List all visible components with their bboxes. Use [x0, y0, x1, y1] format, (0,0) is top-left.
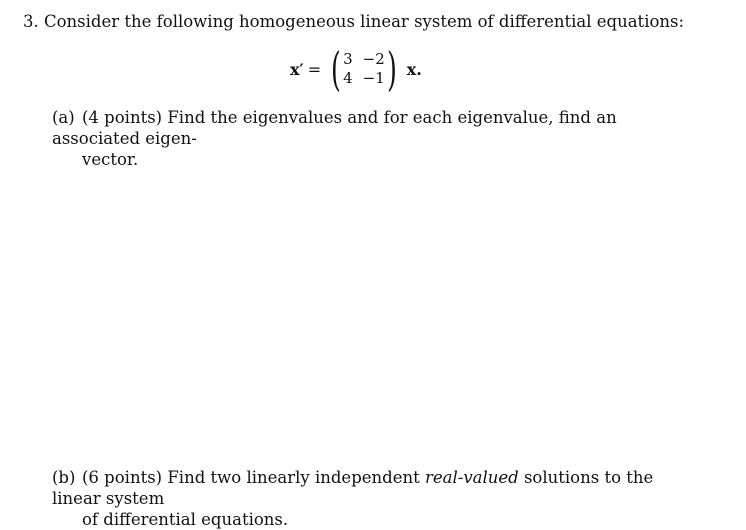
equation-lhs: x′: [290, 59, 304, 79]
part-b-text-continued: of differential equations.: [82, 510, 289, 529]
problem-intro: Consider the following homogeneous linear system of differential equations:: [44, 12, 685, 31]
part-b-label: (b): [52, 468, 76, 487]
problem-number: 3.: [23, 12, 39, 31]
part-a-text: (4 points) Find the eigenvalues and for each eigenvalue, find an associated eigen-: [52, 108, 617, 148]
equals-sign: =: [307, 59, 322, 79]
matrix-entry-2-1: 4: [343, 69, 353, 87]
matrix-entry-2-2: −1: [362, 69, 385, 87]
right-paren: ): [386, 42, 397, 96]
differential-equation: [290, 44, 422, 94]
part-a-text-continued: vector.: [82, 150, 139, 169]
matrix-entry-1-1: 3: [343, 50, 353, 68]
part-b-emphasis: real-valued: [424, 468, 519, 487]
problem-heading: [23, 11, 684, 33]
matrix-entry-1-2: −2: [362, 50, 385, 68]
part-b-text-end: solutions to the linear system: [52, 468, 654, 508]
left-paren: (: [331, 42, 342, 96]
part-a-label: (a): [52, 108, 75, 127]
coefficient-matrix: [343, 50, 385, 88]
part-b-text-start: (6 points) Find two linearly independent: [82, 468, 425, 487]
part-a: [52, 107, 692, 170]
equation-rhs: x.: [406, 59, 422, 79]
part-b: [52, 467, 692, 530]
